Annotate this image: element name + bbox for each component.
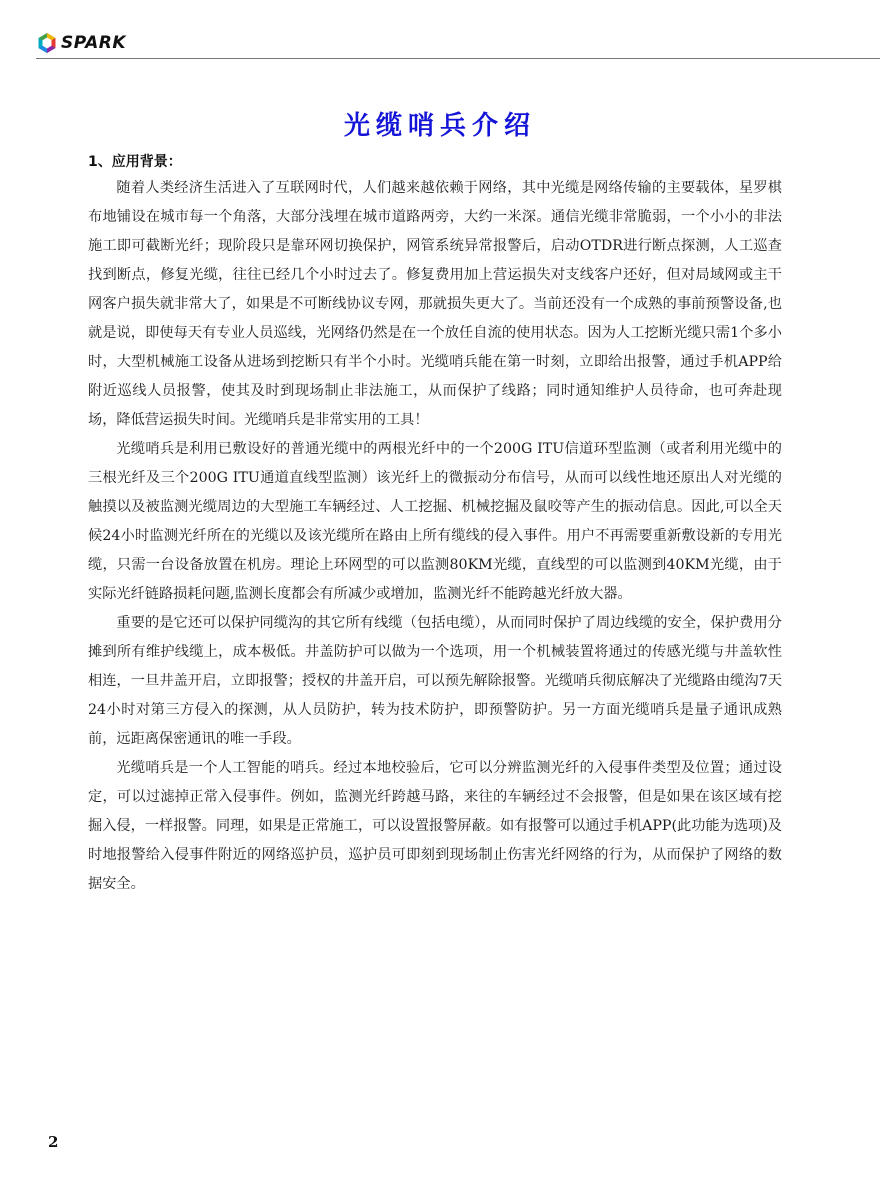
logo-text: SPARK bbox=[61, 33, 127, 53]
page-title: 光缆哨兵介绍 bbox=[343, 111, 536, 141]
header-divider bbox=[36, 58, 880, 59]
page-number: 2 bbox=[48, 1133, 59, 1151]
section-heading: 1、应用背景： bbox=[88, 154, 182, 170]
spark-logo-icon bbox=[36, 32, 58, 54]
page-header bbox=[36, 30, 880, 60]
paragraph-protection: 重要的是它还可以保护同缆沟的其它所有线缆（包括电缆），从而同时保护了周边线缆的安全，保护费用分摊到所有维护线缆上，成本极低。井盖防护可以做为一个选项，用一个机械装置将通过的传感光缆与井盖软性相连，一旦井盖开启，立即报警；授权的井盖开启，可以预先解除报警。光缆哨兵彻底解决了光缆路由缆沟7天24小时对第三方侵入的探测，从人员防护，转为技术防护，即预警防护。另一方面光缆哨兵是量子通讯成熟前，远距离保密通讯的唯一手段。 bbox=[88, 615, 782, 747]
paragraph-ai-sentinel: 光缆哨兵是一个人工智能的哨兵。经过本地校验后，它可以分辨监测光纤的入侵事件类型及位置；通过设定，可以过滤掉正常入侵事件。例如，监测光纤跨越马路，来往的车辆经过不会报警，但是如果在该区域有挖掘入侵，一样报警。同理，如果是正常施工，可以设置报警屏蔽。如有报警可以通过手机APP(此功能为选项)及时地报警给入侵事件附近的网络巡护员，巡护员可即刻到现场制止伤害光纤网络的行为，从而保护了网络的数据安全。 bbox=[88, 760, 782, 892]
paragraph-background: 随着人类经济生活进入了互联网时代，人们越来越依赖于网络，其中光缆是网络传输的主要载体，星罗棋布地铺设在城市每一个角落，大部分浅埋在城市道路两旁，大约一米深。通信光缆非常脆弱，一个小小的非法施工即可截断光纤；现阶段只是靠环网切换保护，网管系统异常报警后，启动OTDR进行断点探测，人工巡查找到断点，修复光缆，往往已经几个小时过去了。修复费用加上营运损失对支线客户还好，但对局域网或主干网客户损失就非常大了，如果是不可断线协议专网，那就损失更大了。当前还没有一个成熟的事前预警设备,也就是说，即使每天有专业人员巡线，光网络仍然是在一个放任自流的使用状态。因为人工挖断光缆只需1个多小时，大型机械施工设备从进场到挖断只有半个小时。光缆哨兵能在第一时刻，立即给出报警，通过手机APP给附近巡线人员报警，使其及时到现场制止非法施工，从而保护了线路；同时通知维护人员待命，也可奔赴现场，降低营运损失时间。光缆哨兵是非常实用的工具！ bbox=[88, 180, 782, 428]
body-text bbox=[88, 174, 782, 899]
paragraph-principle: 光缆哨兵是利用已敷设好的普通光缆中的两根光纤中的一个200G ITU信道环型监测（或者利用光缆中的三根光纤及三个200G ITU通道直线型监测）该光纤上的微振动分布信号，从而可以线性地还原出人对光缆的触摸以及被监测光缆周边的大型施工车辆经过、人工挖掘、机械挖掘及鼠咬等产生的振动信息。因此,可以全天候24小时监测光纤所在的光缆以及该光缆所在路由上所有缆线的侵入事件。用户不再需要重新敷设新的专用光缆，只需一台设备放置在机房。理论上环网型的可以监测80KM光缆，直线型的可以监测到40KM光缆，由于实际光纤链路损耗问题,监测长度都会有所减少或增加，监测光纤不能跨越光纤放大器。 bbox=[88, 441, 782, 602]
brand-logo bbox=[36, 32, 126, 54]
